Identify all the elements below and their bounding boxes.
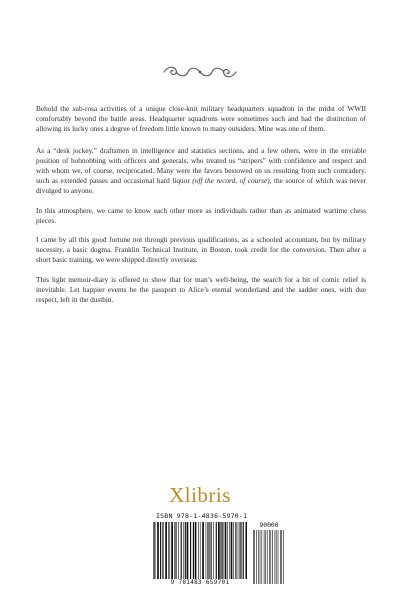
- barcode-bar: [240, 522, 241, 584]
- barcode-bar: [267, 530, 268, 584]
- isbn-barcode: [152, 512, 290, 588]
- barcode-bar: [233, 522, 234, 584]
- barcode-bar: [157, 522, 159, 584]
- blurb-paragraph-2: As a “desk jockey,” draftsmen in intelligence and statistics sections, and a few others, were in the enviable position of hobnobbing with officers and generals, who treated us “stripers” with confidence and respect and with whom we, of course, reciprocated. Many were the favors bestowed on us resulting from such comradery, such as extended passes and occasional hard liquor (off the record, of course), the source of which was never divulged to anyone.: [36, 145, 366, 196]
- barcode-bar: [211, 522, 212, 584]
- barcode-bar: [258, 530, 259, 584]
- barcode-bar: [185, 522, 186, 584]
- barcode-bar: [225, 522, 227, 584]
- barcode-bar: [187, 522, 189, 584]
- barcode-bar: [272, 530, 273, 584]
- barcode-bar: [213, 522, 214, 584]
- barcode-bar: [162, 522, 163, 584]
- barcode-bar: [253, 530, 254, 584]
- barcode-bar: [271, 530, 272, 584]
- barcode-bar: [241, 522, 242, 584]
- barcode-bar: [220, 522, 221, 584]
- barcode-bar: [260, 530, 261, 584]
- barcode-bar: [222, 522, 223, 584]
- publisher-logo: Xlibris: [169, 483, 231, 507]
- blurb-paragraph-5: This light memoir-diary is offered to show that for man’s well-being, the search for a bit of comic relief is inevitable. Let happier events be the passport to Alice’s eternal wonderland and the sadder ones, with due respect, left in the dustbin.: [36, 274, 366, 305]
- barcode-bar: [193, 522, 194, 584]
- barcode-bar: [264, 530, 265, 584]
- italic-phrase: (off the record, of course): [192, 176, 270, 186]
- barcode-bar: [168, 522, 169, 584]
- barcode-bar: [283, 530, 284, 584]
- barcode-bar: [202, 522, 204, 584]
- barcode-bar: [175, 522, 176, 584]
- barcode-bar: [246, 522, 248, 584]
- barcode-bar: [171, 522, 173, 584]
- barcode-bar: [275, 530, 276, 584]
- barcode-bar: [278, 530, 279, 584]
- ean-barcode-bars: [152, 522, 248, 584]
- barcode-bar: [169, 522, 170, 584]
- barcode-bar: [183, 522, 184, 584]
- barcode-bar: [280, 530, 281, 584]
- barcode-bar: [216, 522, 217, 584]
- price-addon-number: 90000: [259, 521, 279, 529]
- addon-barcode-bars: [252, 530, 286, 584]
- barcode-bar: [254, 530, 255, 584]
- barcode-bar: [206, 522, 207, 584]
- blurb-paragraph-1: Behold the sub-rosa activities of a unique close-knit military headquarters squadron in the midst of WWII comfortably beyond the battle areas. Headquarter squadrons were sometimes such and had the distinction of allowing its lucky ones a degree of freedom little known to many outsiders. Mine was one of them.: [36, 104, 366, 134]
- barcode-bar: [265, 530, 266, 584]
- barcode-bar: [181, 522, 182, 584]
- barcode-bar: [190, 522, 191, 584]
- ean-digits: 9 781483 659701: [152, 579, 248, 587]
- barcode-bar: [153, 522, 154, 584]
- blurb-text: [36, 104, 366, 314]
- barcode-bar: [209, 522, 210, 584]
- barcode-bar: [235, 522, 236, 584]
- barcode-bar: [195, 522, 197, 584]
- blurb-paragraph-4: I came by all this good fortune not through previous qualifications, as a schooled accountant, but by military necessity, a basic dogma. Franklin Technical Institute, in Boston, took credit for the conversion. Then after a short basic training, we were shipped directly overseas.: [36, 235, 366, 265]
- blurb-paragraph-3: In this atmosphere, we came to know each other more as individuals rather than as animated wartime chess pieces.: [36, 205, 366, 225]
- barcode-bar: [154, 522, 155, 584]
- barcode-bar: [200, 522, 201, 584]
- barcode-bar: [238, 522, 239, 584]
- barcode-bar: [165, 522, 167, 584]
- barcode-bar: [207, 522, 208, 584]
- barcode-bar: [269, 530, 270, 584]
- barcode-bar: [262, 530, 263, 584]
- barcode-bar: [227, 522, 228, 584]
- barcode-bar: [231, 522, 233, 584]
- barcode-bar: [198, 522, 199, 584]
- barcode-bar: [218, 522, 220, 584]
- barcode-bar: [276, 530, 277, 584]
- barcode-bar: [174, 522, 175, 584]
- barcode-bar: [178, 522, 179, 584]
- isbn-label: ISBN 978-1-4836-5970-1: [156, 512, 248, 520]
- barcode-bar: [229, 522, 230, 584]
- barcode-bar: [281, 530, 282, 584]
- barcode-bar: [243, 522, 244, 584]
- scroll-flourish-icon: [162, 64, 238, 80]
- barcode-bar: [160, 522, 161, 584]
- barcode-bar: [256, 530, 257, 584]
